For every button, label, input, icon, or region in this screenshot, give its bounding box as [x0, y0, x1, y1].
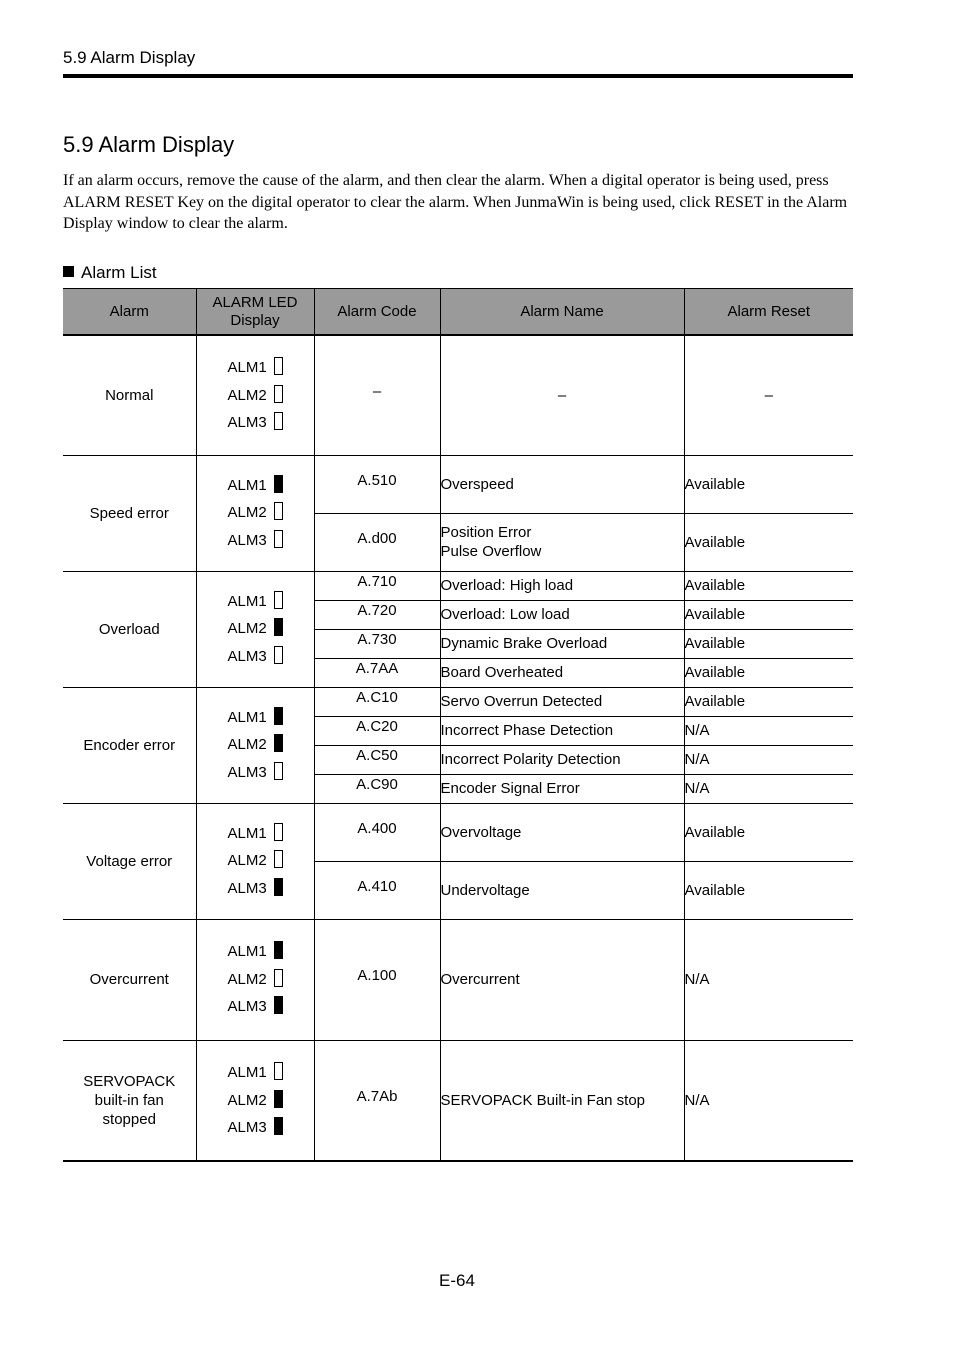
led-label: ALM3	[227, 531, 267, 549]
led-label: ALM1	[227, 592, 267, 610]
alarm-code: A.410	[357, 877, 397, 895]
alarm-code: –	[372, 382, 382, 400]
led-label: ALM3	[227, 879, 267, 897]
alarm-code-cell	[314, 745, 440, 774]
alarm-code-cell	[314, 774, 440, 803]
alarm-cell	[63, 803, 196, 919]
led-indicator-row	[228, 847, 283, 875]
alarm-name-line: Pulse Overflow	[440, 543, 542, 560]
alarm-cell	[63, 455, 196, 571]
led-display-cell	[196, 803, 314, 919]
alarm-reset-value: –	[764, 386, 773, 404]
alarm-reset-cell	[684, 803, 853, 861]
alarm-name-line: Overload: Low load	[440, 606, 570, 623]
alarm-reset-cell	[684, 687, 853, 716]
alarm-reset-cell	[684, 861, 853, 919]
led-indicator-row	[228, 993, 283, 1021]
alarm-name-cell	[440, 803, 684, 861]
led-unlit-icon	[274, 591, 283, 609]
led-unlit-icon	[274, 850, 283, 868]
header-led-display	[196, 289, 314, 336]
alarm-name-cell	[440, 774, 684, 803]
table-row	[63, 919, 853, 1040]
alarm-code-cell	[314, 658, 440, 687]
led-unlit-icon	[274, 385, 283, 403]
led-unlit-icon	[274, 530, 283, 548]
alarm-name-cell	[440, 919, 684, 1040]
alarm-code-cell	[314, 803, 440, 861]
alarm-code: A.d00	[357, 529, 397, 547]
alarm-name-line: Position Error	[440, 524, 532, 541]
led-lit-icon	[274, 941, 283, 959]
alarm-code: A.710	[357, 573, 397, 590]
led-indicator-list	[228, 354, 283, 437]
alarm-name-line: SERVOPACK Built-in Fan stop	[440, 1091, 646, 1109]
table-header-row	[63, 289, 853, 336]
alarm-list-heading-text: Alarm List	[81, 263, 157, 282]
alarm-name-line: Board Overheated	[440, 664, 564, 681]
alarm-name-line: –	[557, 386, 567, 404]
led-indicator-row	[228, 820, 283, 848]
alarm-reset-cell	[684, 571, 853, 600]
led-indicator-row	[228, 409, 283, 437]
alarm-label-line: Normal	[105, 386, 154, 404]
alarm-code: A.7Ab	[356, 1087, 398, 1105]
table-row	[63, 1040, 853, 1161]
led-indicator-row	[228, 938, 283, 966]
alarm-label-line: Overload	[98, 620, 160, 638]
alarm-reset-cell	[684, 774, 853, 803]
header-alarm-name: Alarm Name	[440, 289, 684, 336]
header-alarm-reset: Alarm Reset	[684, 289, 853, 336]
header-alarm-code: Alarm Code	[314, 289, 440, 336]
header-led-line2: Display	[230, 311, 280, 329]
alarm-cell	[63, 1040, 196, 1161]
running-head: 5.9 Alarm Display	[63, 48, 196, 67]
alarm-name-line: Dynamic Brake Overload	[440, 635, 608, 652]
alarm-code: A.730	[357, 631, 397, 648]
table-row	[63, 803, 853, 861]
led-indicator-row	[228, 615, 283, 643]
alarm-reset-value: N/A	[684, 780, 710, 797]
led-label: ALM1	[227, 943, 267, 961]
alarm-name-cell	[440, 571, 684, 600]
led-label: ALM1	[227, 1064, 267, 1081]
alarm-reset-value: Available	[684, 664, 746, 681]
led-label: ALM2	[227, 736, 267, 754]
led-indicator-row	[228, 1059, 283, 1087]
alarm-name-line: Overload: High load	[440, 577, 574, 594]
alarm-label-line: Voltage error	[86, 852, 173, 870]
led-lit-icon	[274, 996, 283, 1014]
alarm-code-cell	[314, 861, 440, 919]
led-display-cell	[196, 919, 314, 1040]
alarm-reset-value: N/A	[684, 1091, 710, 1109]
alarm-name-cell	[440, 658, 684, 687]
alarm-code: A.720	[357, 602, 397, 619]
led-indicator-list	[228, 1059, 283, 1142]
alarm-label-line: stopped	[102, 1110, 156, 1128]
alarm-code-cell	[314, 687, 440, 716]
led-indicator-row	[228, 588, 283, 616]
led-label: ALM2	[227, 970, 267, 988]
alarm-reset-value: Available	[684, 823, 746, 841]
alarm-reset-value: Available	[684, 475, 746, 493]
header-led-line1: ALARM LED	[212, 293, 298, 311]
led-unlit-icon	[274, 762, 283, 780]
alarm-name-line: Incorrect Phase Detection	[440, 722, 614, 739]
alarm-name-cell	[440, 861, 684, 919]
alarm-code-cell	[314, 455, 440, 513]
led-lit-icon	[274, 707, 283, 725]
led-label: ALM3	[227, 647, 267, 665]
led-indicator-row	[228, 875, 283, 903]
alarm-code-cell	[314, 335, 440, 455]
alarm-cell	[63, 571, 196, 687]
led-indicator-row	[228, 731, 283, 759]
led-indicator-row	[228, 704, 283, 732]
alarm-reset-cell	[684, 600, 853, 629]
alarm-reset-value: N/A	[684, 751, 710, 768]
alarm-name-line: Servo Overrun Detected	[440, 693, 603, 710]
led-label: ALM3	[227, 414, 267, 431]
alarm-label-line: Speed error	[89, 504, 169, 522]
alarm-reset-cell	[684, 745, 853, 774]
alarm-name-cell	[440, 745, 684, 774]
led-indicator-row	[228, 1087, 283, 1115]
alarm-code: A.510	[357, 471, 397, 489]
alarm-name-line: Overvoltage	[440, 823, 522, 841]
header-alarm: Alarm	[63, 289, 196, 336]
alarm-label-line: Overcurrent	[89, 971, 169, 988]
alarm-code-cell	[314, 571, 440, 600]
alarm-code: A.C50	[356, 747, 398, 764]
led-unlit-icon	[274, 412, 283, 430]
led-lit-icon	[274, 734, 283, 752]
led-indicator-row	[228, 643, 283, 671]
led-indicator-row	[228, 1114, 283, 1142]
alarm-code-cell	[314, 600, 440, 629]
alarm-code-cell	[314, 716, 440, 745]
led-label: ALM2	[227, 852, 267, 870]
alarm-reset-cell	[684, 658, 853, 687]
alarm-code: A.7AA	[355, 660, 399, 677]
led-indicator-row	[228, 966, 283, 994]
alarm-reset-value: N/A	[684, 971, 710, 988]
alarm-name-cell	[440, 716, 684, 745]
alarm-name-line: Encoder Signal Error	[440, 780, 580, 797]
table-row	[63, 455, 853, 513]
led-label: ALM2	[227, 504, 267, 522]
alarm-cell	[63, 919, 196, 1040]
alarm-code: A.400	[357, 819, 397, 837]
alarm-reset-cell	[684, 919, 853, 1040]
led-unlit-icon	[274, 646, 283, 664]
alarm-table	[63, 288, 853, 1162]
alarm-code-cell	[314, 1040, 440, 1161]
led-indicator-list	[228, 472, 283, 555]
led-label: ALM2	[227, 1091, 267, 1109]
alarm-reset-value: Available	[684, 635, 746, 652]
led-indicator-list	[228, 588, 283, 671]
alarm-name-cell	[440, 1040, 684, 1161]
led-indicator-row	[228, 472, 283, 500]
alarm-code: A.100	[357, 967, 397, 984]
led-display-cell	[196, 687, 314, 803]
led-indicator-row	[228, 382, 283, 410]
led-indicator-row	[228, 354, 283, 382]
led-unlit-icon	[274, 823, 283, 841]
led-display-cell	[196, 571, 314, 687]
led-display-cell	[196, 335, 314, 455]
alarm-label-line: Encoder error	[83, 736, 176, 754]
alarm-code: A.C10	[356, 689, 398, 706]
alarm-code: A.C90	[356, 776, 398, 793]
alarm-reset-cell	[684, 1040, 853, 1161]
alarm-name-line: Undervoltage	[440, 881, 530, 899]
led-unlit-icon	[274, 969, 283, 987]
header-rule	[63, 74, 853, 78]
led-lit-icon	[274, 475, 283, 493]
alarm-reset-cell	[684, 629, 853, 658]
alarm-name-cell	[440, 629, 684, 658]
led-unlit-icon	[274, 357, 283, 375]
alarm-name-cell	[440, 455, 684, 513]
alarm-label-line: SERVOPACK	[83, 1072, 176, 1090]
alarm-reset-cell	[684, 335, 853, 455]
alarm-name-line: Overspeed	[440, 475, 514, 493]
led-label: ALM3	[227, 998, 267, 1016]
led-lit-icon	[274, 1090, 283, 1108]
alarm-reset-cell	[684, 455, 853, 513]
alarm-code-cell	[314, 629, 440, 658]
led-indicator-row	[228, 527, 283, 555]
led-label: ALM1	[227, 359, 267, 376]
led-unlit-icon	[274, 502, 283, 520]
alarm-name-line: Overcurrent	[440, 971, 520, 988]
led-indicator-row	[228, 759, 283, 787]
alarm-code-cell	[314, 513, 440, 571]
led-label: ALM3	[227, 763, 267, 781]
alarm-code: A.C20	[356, 718, 398, 735]
alarm-cell	[63, 687, 196, 803]
led-lit-icon	[274, 1117, 283, 1135]
led-display-cell	[196, 455, 314, 571]
led-label: ALM1	[227, 476, 267, 494]
alarm-reset-value: Available	[684, 606, 746, 623]
square-bullet-icon	[63, 266, 74, 277]
alarm-reset-value: Available	[684, 693, 746, 710]
alarm-name-cell	[440, 513, 684, 571]
alarm-name-cell	[440, 687, 684, 716]
led-display-cell	[196, 1040, 314, 1161]
alarm-label-line: built-in fan	[94, 1091, 164, 1109]
table-row	[63, 687, 853, 716]
alarm-code-cell	[314, 919, 440, 1040]
alarm-name-line: Incorrect Polarity Detection	[440, 751, 621, 768]
section-title: 5.9 Alarm Display	[63, 132, 235, 157]
table-row	[63, 571, 853, 600]
page-number: E-64	[439, 1271, 475, 1290]
alarm-reset-cell	[684, 513, 853, 571]
alarm-reset-value: Available	[684, 881, 746, 899]
led-label: ALM1	[227, 824, 267, 842]
led-label: ALM2	[227, 386, 267, 404]
alarm-reset-value: Available	[684, 577, 746, 594]
alarm-name-cell	[440, 335, 684, 455]
intro-paragraph: If an alarm occurs, remove the cause of the alarm, and then clear the alarm. When a digital operator is being used, press ALARM RESET Key on the digital operator to clear the alarm. When JunmaWin is being used, click RESET in the Alarm Display window to clear the alarm.	[63, 172, 848, 232]
led-label: ALM3	[227, 1119, 267, 1136]
alarm-name-cell	[440, 600, 684, 629]
led-indicator-list	[228, 820, 283, 903]
led-indicator-row	[228, 499, 283, 527]
alarm-reset-value: N/A	[684, 722, 710, 739]
alarm-cell	[63, 335, 196, 455]
led-unlit-icon	[274, 1062, 283, 1080]
led-lit-icon	[274, 878, 283, 896]
led-indicator-list	[228, 938, 283, 1021]
led-label: ALM2	[227, 620, 267, 638]
table-row	[63, 335, 853, 455]
led-indicator-list	[228, 704, 283, 787]
alarm-reset-cell	[684, 716, 853, 745]
alarm-reset-value: Available	[684, 533, 746, 551]
led-label: ALM1	[227, 708, 267, 726]
alarm-list-heading	[63, 263, 157, 283]
led-lit-icon	[274, 618, 283, 636]
